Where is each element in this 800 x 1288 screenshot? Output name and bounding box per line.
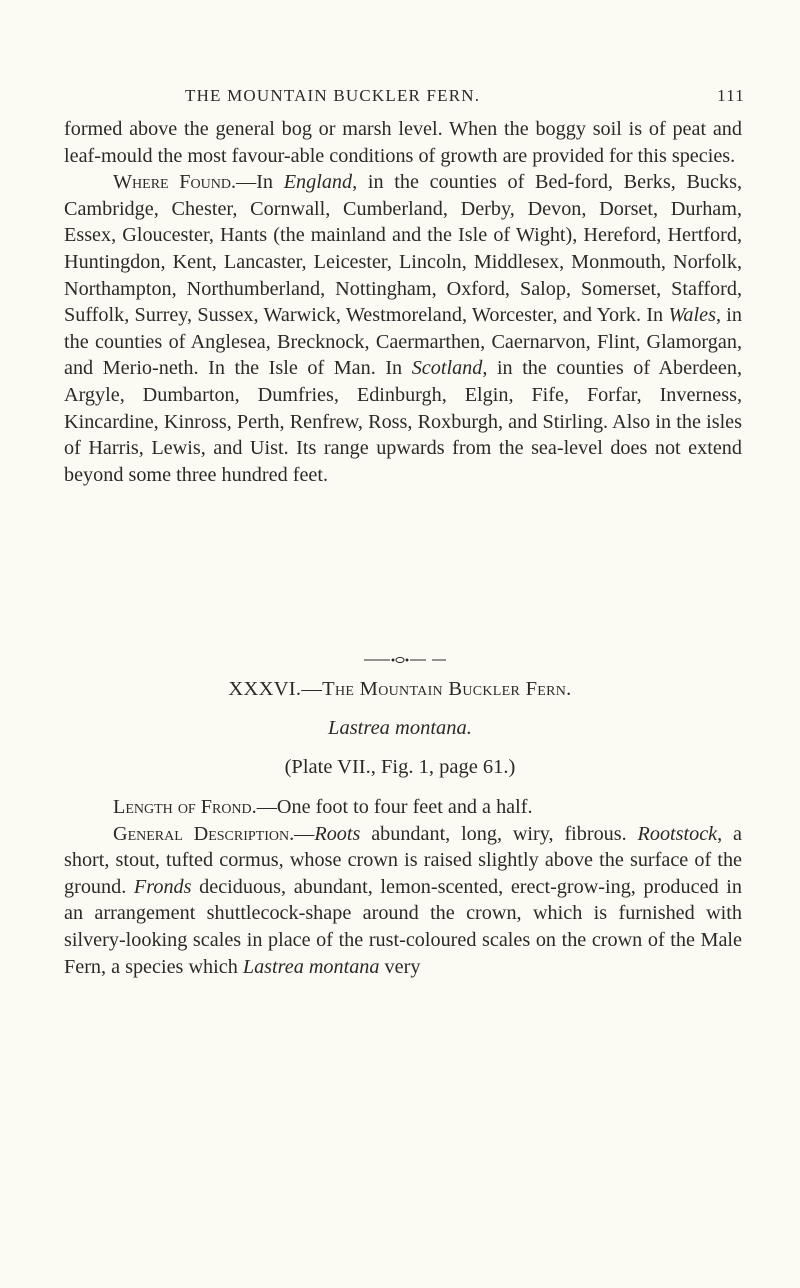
body-text-bottom — [64, 794, 742, 980]
running-head-title: THE MOUNTAIN BUCKLER FERN. — [185, 86, 481, 105]
paragraph-bog: formed above the general bog or marsh level. When the boggy soil is of peat and leaf-mould the most favour-able conditions of growth are provided for this species. — [64, 118, 742, 167]
section-divider — [360, 655, 450, 665]
page-number: 111 — [717, 86, 745, 105]
where-found-label: Where Found. — [113, 171, 237, 194]
description-label: General Description. — [113, 822, 295, 845]
wales-label: Wales — [668, 304, 716, 327]
scotland-label: Scotland — [411, 357, 483, 380]
section-heading — [0, 678, 800, 701]
paragraph-description: General Description.—Roots abundant, long, wiry, fibrous. Rootstock, a short, stout, tufted cormus, whose crown is raised slightly above the surface of the ground. Fronds deciduous, abundant, lemon-scented, erect-grow-ing, produced in an arrangement shuttlecock-shape around the crown, which is furnished with silvery-looking scales in place of the rust-coloured scales on the crown of the Male Fern, a species which Lastrea montana very — [64, 822, 742, 978]
plate-reference: (Plate VII., Fig. 1, page 61.) — [284, 756, 516, 778]
length-label: Length of Frond. — [113, 796, 257, 818]
section-title: The Mountain Buckler Fern. — [322, 678, 572, 700]
section-number: XXXVI.— — [228, 678, 323, 700]
paragraph-where-found: Where Found.—In England, in the counties of Bed-ford, Berks, Bucks, Cambridge, Chester, Cornwall, Cumberland, Derby, Devon, Dorset, Durham, Essex, Gloucester, Hants (the mainland and the Isle of Wight), Hereford, Hertford, Huntingdon, Kent, Lancaster, Leicester, Lincoln, Middlesex, Monmouth, Norfolk, Northampton, Northumberland, Nottingham, Oxford, Salop, Somerset, Stafford, Suffolk, Surrey, Sussex, Warwick, Westmoreland, Worcester, and York. In Wales, in the counties of Anglesea, Brecknock, Caermarthen, Caernarvon, Flint, Glamorgan, and Merio-neth. In the Isle of Man. In Scotland, in the counties of Aberdeen, Argyle, Dumbarton, Dumfries, Edinburgh, Elgin, Fife, Forfar, Inverness, Kincardine, Kinross, Perth, Renfrew, Ross, Roxburgh, and Stirling. Also in the isles of Harris, Lewis, and Uist. Its range upwards from the sea-level does not extend beyond some three hundred feet. — [64, 171, 742, 486]
body-text-top — [64, 116, 742, 488]
england-label: England — [283, 171, 353, 194]
species-name: Lastrea montana. — [328, 717, 472, 739]
paragraph-length: Length of Frond.—One foot to four feet and a half. — [113, 796, 533, 818]
